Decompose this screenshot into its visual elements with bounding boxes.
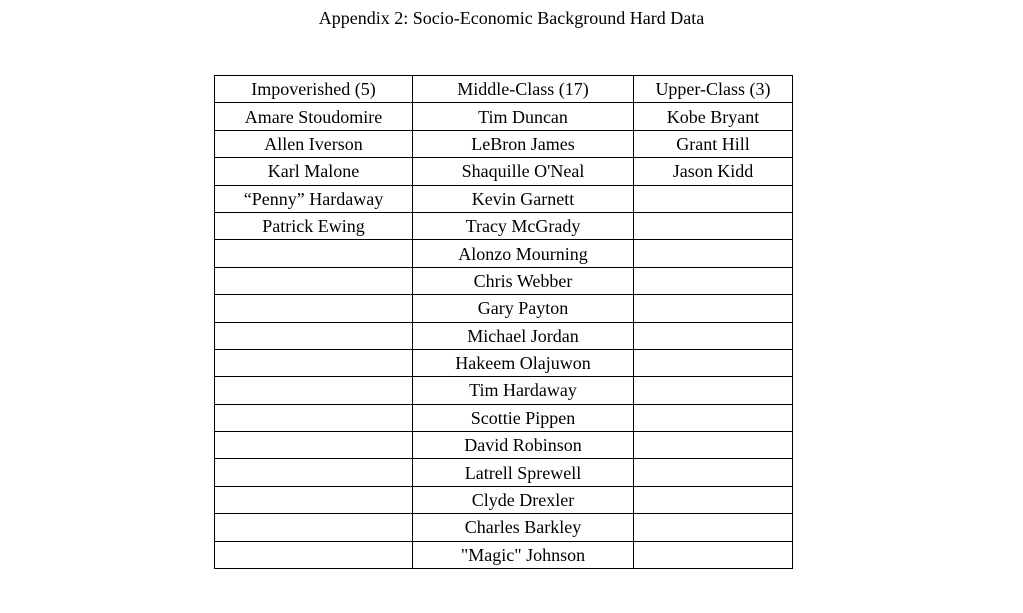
table-row — [215, 404, 793, 431]
table-row — [215, 158, 793, 185]
table-cell-impoverished — [215, 267, 413, 294]
table-row — [215, 349, 793, 376]
table-cell-impoverished — [215, 432, 413, 459]
table-row — [215, 322, 793, 349]
socio-economic-table — [214, 75, 793, 569]
table-row — [215, 185, 793, 212]
table-cell-impoverished — [215, 459, 413, 486]
table-cell-middle-class: Tim Duncan — [413, 103, 634, 130]
table-cell-middle-class: Kevin Garnett — [413, 185, 634, 212]
table-cell-upper-class — [634, 514, 793, 541]
table-cell-middle-class: Gary Payton — [413, 295, 634, 322]
table-row — [215, 486, 793, 513]
table-cell-middle-class: Latrell Sprewell — [413, 459, 634, 486]
table-cell-upper-class — [634, 432, 793, 459]
table-cell-upper-class — [634, 267, 793, 294]
header-cell-impoverished: Impoverished (5) — [215, 76, 413, 103]
table-cell-impoverished — [215, 349, 413, 376]
table-cell-middle-class: Michael Jordan — [413, 322, 634, 349]
table-cell-impoverished: Allen Iverson — [215, 130, 413, 157]
table-cell-upper-class: Grant Hill — [634, 130, 793, 157]
table-row — [215, 212, 793, 239]
table-cell-impoverished — [215, 240, 413, 267]
table-cell-impoverished — [215, 322, 413, 349]
table-cell-middle-class: Shaquille O'Neal — [413, 158, 634, 185]
table-body — [215, 76, 793, 569]
table-cell-upper-class: Kobe Bryant — [634, 103, 793, 130]
table-cell-upper-class — [634, 404, 793, 431]
table-cell-upper-class — [634, 486, 793, 513]
table-cell-middle-class: Chris Webber — [413, 267, 634, 294]
table-row — [215, 130, 793, 157]
table-cell-impoverished: Amare Stoudomire — [215, 103, 413, 130]
table-cell-impoverished — [215, 295, 413, 322]
table-cell-impoverished — [215, 377, 413, 404]
table-cell-upper-class: Jason Kidd — [634, 158, 793, 185]
table-cell-upper-class — [634, 185, 793, 212]
header-cell-middle-class: Middle-Class (17) — [413, 76, 634, 103]
table-cell-middle-class: Tim Hardaway — [413, 377, 634, 404]
table-row — [215, 459, 793, 486]
table-row — [215, 295, 793, 322]
table-cell-impoverished — [215, 404, 413, 431]
table-cell-impoverished — [215, 486, 413, 513]
table-cell-middle-class: "Magic" Johnson — [413, 541, 634, 568]
table-cell-impoverished: “Penny” Hardaway — [215, 185, 413, 212]
table-cell-upper-class — [634, 459, 793, 486]
table-cell-middle-class: Charles Barkley — [413, 514, 634, 541]
table-row — [215, 103, 793, 130]
table-row — [215, 514, 793, 541]
table-cell-upper-class — [634, 240, 793, 267]
table-row — [215, 432, 793, 459]
table-row — [215, 541, 793, 568]
table-row — [215, 240, 793, 267]
table-cell-upper-class — [634, 377, 793, 404]
table-row — [215, 377, 793, 404]
table-cell-impoverished — [215, 541, 413, 568]
table-cell-upper-class — [634, 212, 793, 239]
table-cell-middle-class: David Robinson — [413, 432, 634, 459]
table-cell-impoverished: Karl Malone — [215, 158, 413, 185]
table-cell-impoverished: Patrick Ewing — [215, 212, 413, 239]
table-cell-middle-class: Scottie Pippen — [413, 404, 634, 431]
table-cell-middle-class: LeBron James — [413, 130, 634, 157]
table-row — [215, 267, 793, 294]
table-cell-upper-class — [634, 295, 793, 322]
table-cell-upper-class — [634, 541, 793, 568]
table-cell-upper-class — [634, 322, 793, 349]
table-cell-upper-class — [634, 349, 793, 376]
page-title: Appendix 2: Socio-Economic Background Hard Data — [318, 8, 705, 28]
table-header-row — [215, 76, 793, 103]
table-cell-middle-class: Tracy McGrady — [413, 212, 634, 239]
table-cell-impoverished — [215, 514, 413, 541]
table-cell-middle-class: Clyde Drexler — [413, 486, 634, 513]
header-cell-upper-class: Upper-Class (3) — [634, 76, 793, 103]
table-cell-middle-class: Alonzo Mourning — [413, 240, 634, 267]
table-cell-middle-class: Hakeem Olajuwon — [413, 349, 634, 376]
